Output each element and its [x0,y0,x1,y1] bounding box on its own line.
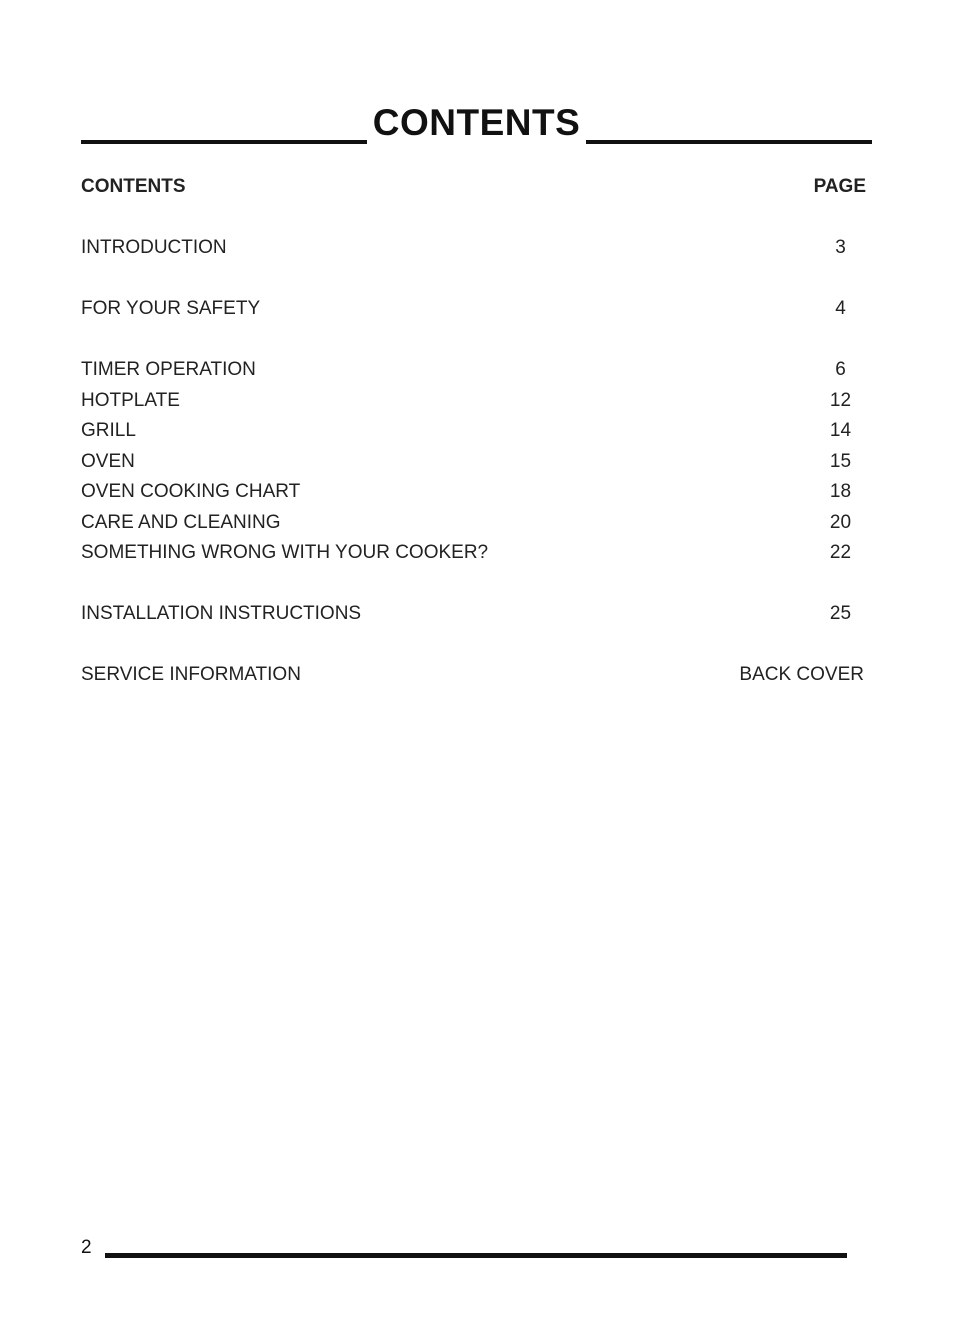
toc-entry-timer-operation[interactable] [81,359,866,387]
toc-entry-label: SERVICE INFORMATION [81,664,301,685]
title-row [81,100,872,150]
page-number: 2 [81,1237,92,1258]
footer-rule [105,1253,847,1258]
toc-entry-grill[interactable] [81,420,866,448]
toc-entry-label: TIMER OPERATION [81,359,256,380]
toc-entry-page: 12 [829,390,852,411]
toc-entry-label: FOR YOUR SAFETY [81,298,261,319]
toc-entry-page: 3 [835,237,846,258]
toc-entry-label: CARE AND CLEANING [81,512,281,533]
toc-entry-installation-instructions[interactable] [81,603,866,631]
toc-entry-label: INTRODUCTION [81,237,227,258]
title-rule-right [586,140,872,144]
toc-entry-label: OVEN COOKING CHART [81,481,301,502]
toc-entry-hotplate[interactable] [81,390,866,418]
title-rule-left [81,140,367,144]
toc-entry-page: 20 [829,512,852,533]
toc-entry-oven[interactable] [81,451,866,479]
toc-entry-label: OVEN [81,451,135,472]
toc-entry-page: 22 [829,542,852,563]
toc-entry-for-your-safety[interactable] [81,298,866,326]
page-column-header: PAGE [813,176,866,197]
toc-entry-page: BACK COVER [739,664,864,685]
toc-entry-page: 14 [829,420,852,441]
toc-entry-introduction[interactable] [81,237,866,265]
toc-entry-page: 25 [829,603,852,624]
toc-entry-oven-cooking-chart[interactable] [81,481,866,509]
toc-entry-something-wrong[interactable] [81,542,866,570]
toc-entry-label: SOMETHING WRONG WITH YOUR COOKER? [81,542,489,563]
toc-entry-care-and-cleaning[interactable] [81,512,866,540]
toc-entry-page: 6 [835,359,846,380]
toc-entry-label: HOTPLATE [81,390,180,411]
toc-entry-page: 15 [829,451,852,472]
toc-entry-label: INSTALLATION INSTRUCTIONS [81,603,362,624]
toc-entry-page: 18 [829,481,852,502]
toc-entry-page: 4 [835,298,846,319]
toc-entry-label: GRILL [81,420,136,441]
toc-entry-service-information[interactable] [81,664,866,692]
page-title: CONTENTS [372,102,581,143]
contents-column-header: CONTENTS [81,176,186,197]
